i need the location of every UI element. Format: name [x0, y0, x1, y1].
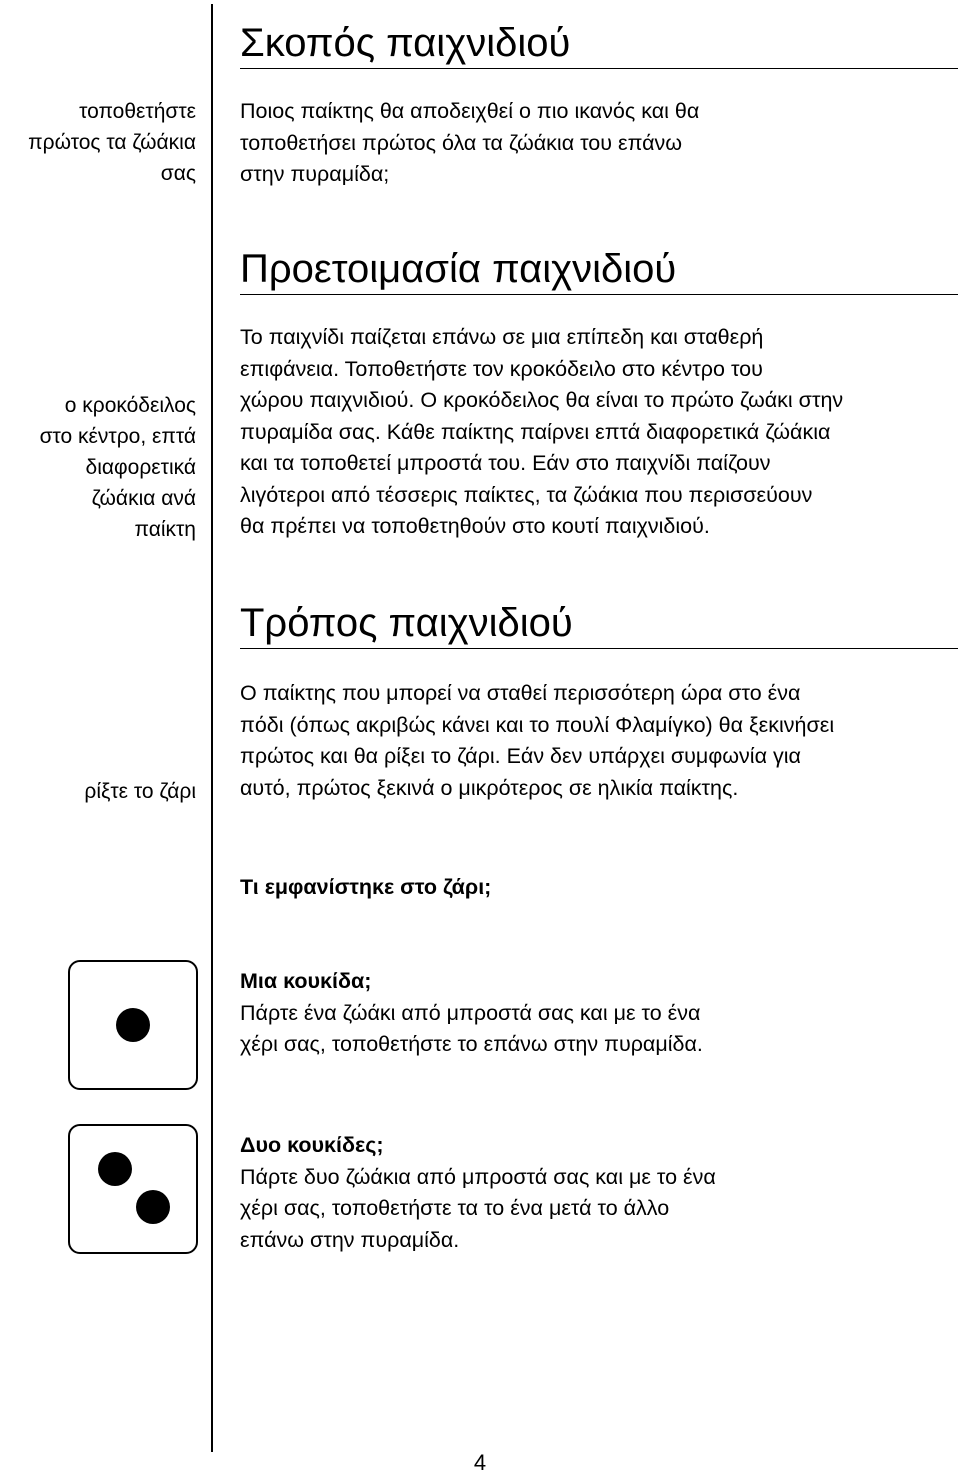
dice-one-description [240, 966, 958, 1061]
howto-body-line: Ο παίκτης που μπορεί να σταθεί περισσότερη ώρα στο ένα [240, 681, 801, 705]
dice-one-line: χέρι σας, τοποθετήστε το επάνω στην πυραμίδα. [240, 1032, 703, 1056]
setup-sidenote [0, 390, 196, 545]
dice-question [240, 872, 958, 904]
goal-body-line: Ποιος παίκτης θα αποδειχθεί ο πιο ικανός και θα [240, 99, 700, 123]
dice-one-title: Μια κουκίδα; [240, 969, 372, 993]
dice-two-line: επάνω στην πυραμίδα. [240, 1227, 460, 1252]
howto-body-line: αυτό, πρώτος ξεκινά ο μικρότερος σε ηλικία παίκτης. [240, 775, 739, 800]
dice-one-line: Πάρτε ένα ζώάκι από μπροστά σας και με το ένα [240, 1000, 701, 1025]
setup-body-line: θα πρέπει να τοποθετηθούν στο κουτί παιχνιδιού. [240, 514, 710, 538]
setup-body [240, 322, 958, 543]
setup-sidenote-line: στο κέντρο, επτά [39, 425, 196, 448]
setup-body-line: και τα τοποθετεί μπροστά του. Εάν στο παιχνίδι παίζουν [240, 451, 771, 475]
setup-heading-rule [240, 294, 958, 295]
setup-sidenote-line: ο κροκόδειλος [64, 394, 196, 417]
howto-body-line: πόδι (όπως ακριβώς κάνει και το πουλί Φλαμίγκο) θα ξεκινήσει [240, 712, 835, 737]
goal-sidenote-line: σας [160, 162, 196, 185]
howto-body-line: πρώτος και θα ρίξει το ζάρι. Εάν δεν υπάρχει συμφωνία για [240, 744, 801, 768]
howto-body [240, 678, 958, 804]
dice-two-description [240, 1130, 958, 1256]
goal-sidenote-line: τοποθετήστε [79, 100, 196, 123]
setup-heading: Προετοιμασία παιχνιδιού [240, 247, 677, 291]
die-pip [98, 1152, 132, 1186]
setup-body-line: Το παιχνίδι παίζεται επάνω σε μια επίπεδη και σταθερή [240, 325, 764, 349]
dice-two-line: χέρι σας, τοποθετήστε τα το ένα μετά το άλλο [240, 1196, 670, 1220]
goal-body-line: στην πυραμίδα; [240, 162, 390, 186]
goal-sidenote-line: πρώτος τα ζώάκια [28, 131, 196, 154]
howto-sidenote [0, 776, 196, 807]
dice-two-title: Δυο κουκίδες; [240, 1133, 384, 1157]
goal-body [240, 96, 958, 191]
setup-sidenote-line: παίκτη [134, 518, 196, 541]
howto-heading: Τρόπος παιχνιδιού [240, 601, 573, 645]
dice-two-line: Πάρτε δυο ζώάκια από μπροστά σας και με το ένα [240, 1164, 716, 1189]
setup-sidenote-line: διαφορετικά [85, 456, 196, 479]
setup-body-line: πυραμίδα σας. Κάθε παίκτης παίρνει επτά διαφορετικά ζώάκια [240, 419, 831, 444]
die-two-pips [68, 1124, 198, 1254]
die-one-pip [68, 960, 198, 1090]
goal-heading: Σκοπός παιχνιδιού [240, 21, 571, 65]
setup-sidenote-line: ζώάκια ανά [91, 487, 196, 510]
setup-body-line: επιφάνεια. Τοποθετήστε τον κροκόδειλο στο κέντρο του [240, 356, 763, 381]
dice-question-text: Τι εμφανίστηκε στο ζάρι; [240, 875, 492, 899]
die-pip [116, 1008, 150, 1042]
setup-body-line: χώρου παιχνιδιού. Ο κροκόδειλος θα είναι το πρώτο ζωάκι στην [240, 388, 844, 412]
goal-body-line: τοποθετήσει πρώτος όλα τα ζώάκια του επάνω [240, 130, 683, 155]
die-pip [136, 1190, 170, 1224]
page-number: 4 [473, 1450, 487, 1475]
margin-divider-line [211, 4, 213, 1452]
goal-heading-rule [240, 68, 958, 69]
setup-body-line: λιγότεροι από τέσσερις παίκτες, τα ζώάκια που περισσεύουν [240, 482, 813, 507]
howto-heading-rule [240, 648, 958, 649]
howto-sidenote-line: ρίξτε το ζάρι [84, 780, 196, 803]
goal-sidenote [0, 96, 196, 189]
